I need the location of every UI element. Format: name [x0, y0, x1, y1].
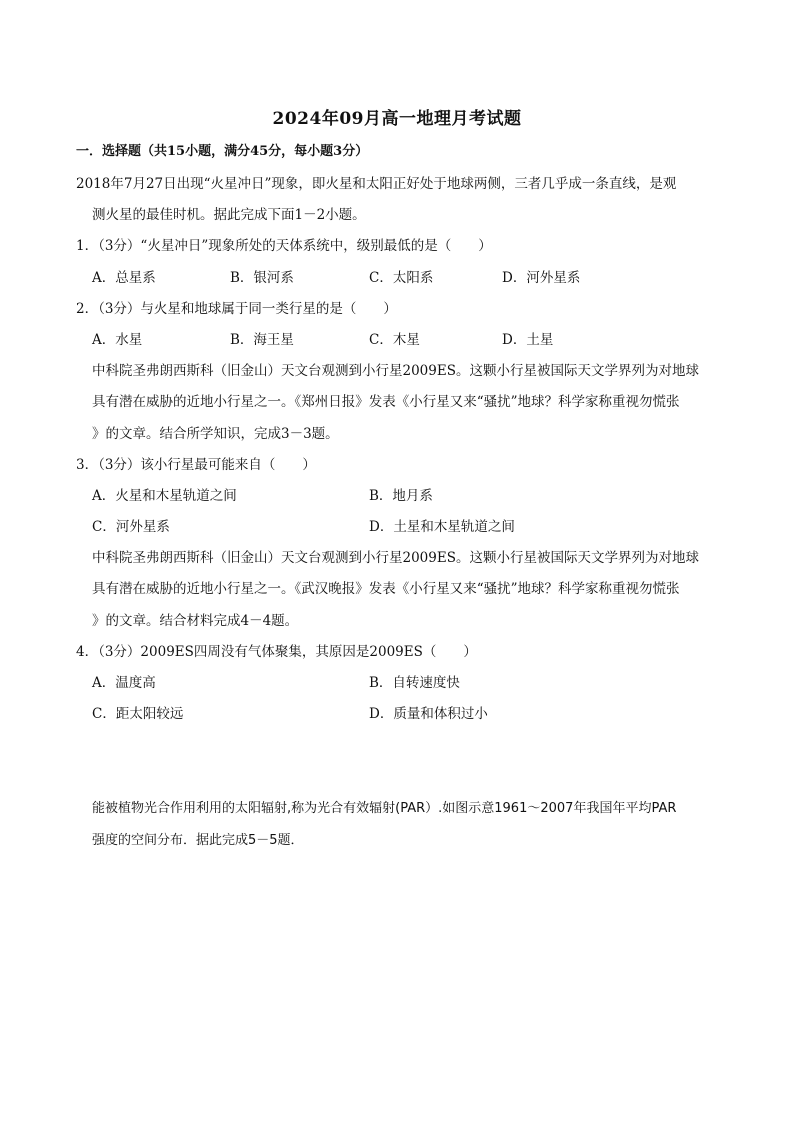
question-3-option-b[interactable]: B．地月系	[369, 488, 433, 504]
intro-2-line-2: 具有潜在威胁的近地小行星之一。《郑州日报》发表《小行星又来“骚扰”地球？科学家称重视勿慌张	[92, 394, 680, 410]
question-4-option-c[interactable]: C．距太阳较远	[92, 706, 184, 722]
intro-4-line-2: 强度的空间分布．据此完成5－5题．	[92, 833, 304, 848]
question-4-stem: 4．（3分）2009ES四周没有气体聚集，其原因是2009ES（ ）	[76, 644, 477, 660]
page-title: 2024年09月高一地理月考试题	[272, 109, 522, 129]
question-4-option-d[interactable]: D．质量和体积过小	[369, 706, 488, 722]
intro-3-line-2: 具有潜在威胁的近地小行星之一。《武汉晚报》发表《小行星又来“骚扰”地球？科学家称重视勿慌张	[92, 581, 680, 597]
intro-4-line-1: 能被植物光合作用利用的太阳辐射,称为光合有效辐射(PAR）.如图示意1961～2007年我国年平均PAR	[92, 801, 677, 816]
question-1-option-d[interactable]: D．河外星系	[502, 270, 581, 286]
section-heading: 一．选择题（共15小题，满分45分，每小题3分）	[76, 144, 369, 159]
question-2-option-d[interactable]: D．土星	[502, 332, 554, 348]
question-3-option-a[interactable]: A．火星和木星轨道之间	[92, 488, 237, 504]
intro-3-line-1: 中科院圣弗朗西斯科（旧金山）天文台观测到小行星2009ES。这颗小行星被国际天文学界列为对地球	[92, 550, 699, 566]
intro-1-line-2: 测火星的最佳时机。据此完成下面1－2小题。	[92, 207, 366, 223]
question-3-option-c[interactable]: C．河外星系	[92, 519, 170, 535]
question-2-stem: 2．（3分）与火星和地球属于同一类行星的是（ ）	[76, 301, 397, 317]
intro-3-line-3: 》的文章。结合材料完成4－4题。	[92, 613, 299, 629]
question-2-option-b[interactable]: B．海王星	[230, 332, 294, 348]
intro-1-line-1: 2018年7月27日出现“火星冲日”现象，即火星和太阳正好处于地球两侧，三者几乎成一条直线，是观	[76, 176, 677, 192]
question-4-option-a[interactable]: A．温度高	[92, 675, 156, 691]
question-1-option-b[interactable]: B．银河系	[230, 270, 294, 286]
intro-2-line-3: 》的文章。结合所学知识，完成3－3题。	[92, 426, 339, 442]
intro-2-line-1: 中科院圣弗朗西斯科（旧金山）天文台观测到小行星2009ES。这颗小行星被国际天文学界列为对地球	[92, 363, 699, 379]
question-3-option-d[interactable]: D．土星和木星轨道之间	[369, 519, 515, 535]
question-1-option-a[interactable]: A．总星系	[92, 270, 156, 286]
question-3-stem: 3．（3分）该小行星最可能来自（ ）	[76, 457, 316, 473]
question-1-stem: 1．（3分）“火星冲日”现象所处的天体系统中，级别最低的是（ ）	[76, 238, 492, 254]
question-1-option-c[interactable]: C．太阳系	[369, 270, 434, 286]
question-2-option-c[interactable]: C．木星	[369, 332, 420, 348]
question-2-option-a[interactable]: A．水星	[92, 332, 143, 348]
question-4-option-b[interactable]: B．自转速度快	[369, 675, 460, 691]
